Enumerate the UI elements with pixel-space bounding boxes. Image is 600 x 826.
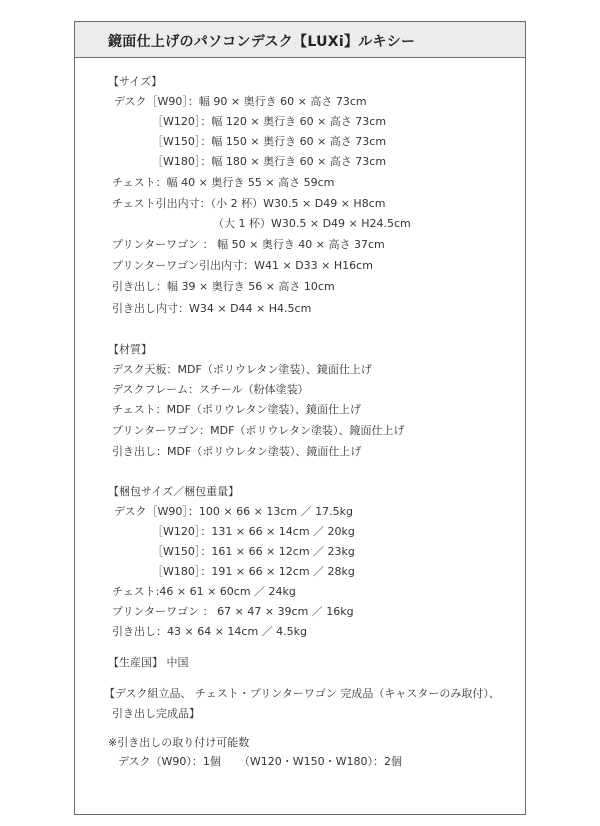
material-heading: 【材質】 <box>108 343 152 356</box>
size-desk-w150: ［W150］：幅 150 × 奥行き 60 × 高さ 73cm <box>152 135 387 148</box>
size-chest: チェスト：幅 40 × 奥行き 55 × 高さ 59cm <box>112 176 335 189</box>
package-desk-w90: デスク［W90］：100 × 66 × 13cm ／ 17.5kg <box>114 505 353 518</box>
size-desk-w90: デスク［W90］：幅 90 × 奥行き 60 × 高さ 73cm <box>114 95 367 108</box>
size-desk-w120: ［W120］：幅 120 × 奥行き 60 × 高さ 73cm <box>152 115 387 128</box>
size-wagon-drawer: プリンターワゴン引出内寸：W41 × D33 × H16cm <box>112 259 373 272</box>
material-chest: チェスト：MDF（ポリウレタン塗装）、鏡面仕上げ <box>112 403 362 416</box>
size-drawer: 引き出し：幅 39 × 奥行き 56 × 高さ 10cm <box>112 280 335 293</box>
material-wagon: プリンターワゴン：MDF（ポリウレタン塗装）、鏡面仕上げ <box>112 424 405 437</box>
package-desk-w120: ［W120］：131 × 66 × 14cm ／ 20kg <box>152 525 355 538</box>
size-desk-w180: ［W180］：幅 180 × 奥行き 60 × 高さ 73cm <box>152 155 387 168</box>
size-drawer-inner: 引き出し内寸：W34 × D44 × H4.5cm <box>112 302 312 315</box>
material-frame: デスクフレーム：スチール（粉体塗装） <box>112 383 309 396</box>
material-drawer: 引き出し：MDF（ポリウレタン塗装）、鏡面仕上げ <box>112 445 362 458</box>
size-wagon: プリンターワゴン ： 幅 50 × 奥行き 40 × 高さ 37cm <box>112 238 385 251</box>
size-heading: 【サイズ】 <box>108 75 163 88</box>
size-chest-drawer-large: （大 1 杯）W30.5 × D49 × H24.5cm <box>213 217 411 230</box>
page-title: 鏡面仕上げのパソコンデスク【LUXi】ルキシー <box>108 34 416 50</box>
assembly-line-1: 【デスク組立品、 チェスト・プリンターワゴン 完成品（キャスターのみ取付）、 <box>104 687 500 700</box>
package-desk-w150: ［W150］：161 × 66 × 12cm ／ 23kg <box>152 545 355 558</box>
package-drawer: 引き出し：43 × 64 × 14cm ／ 4.5kg <box>112 625 308 638</box>
origin: 【生産国】 中国 <box>108 656 189 669</box>
package-wagon: プリンターワゴン ： 67 × 47 × 39cm ／ 16kg <box>112 605 354 618</box>
notes-heading: ※引き出しの取り付け可能数 <box>108 736 250 749</box>
assembly-line-2: 引き出し完成品】 <box>112 707 200 720</box>
size-chest-drawer-small: チェスト引出内寸：（小 2 杯）W30.5 × D49 × H8cm <box>112 197 386 210</box>
title-bar <box>75 22 525 58</box>
package-chest: チェスト:46 × 61 × 60cm ／ 24kg <box>112 585 296 598</box>
material-top: デスク天板：MDF（ポリウレタン塗装）、鏡面仕上げ <box>112 363 372 376</box>
package-heading: 【梱包サイズ／梱包重量】 <box>108 485 240 498</box>
package-desk-w180: ［W180］：191 × 66 × 12cm ／ 28kg <box>152 565 355 578</box>
notes-line: デスク（W90）：1個 （W120・W150・W180）：2個 <box>118 755 403 768</box>
